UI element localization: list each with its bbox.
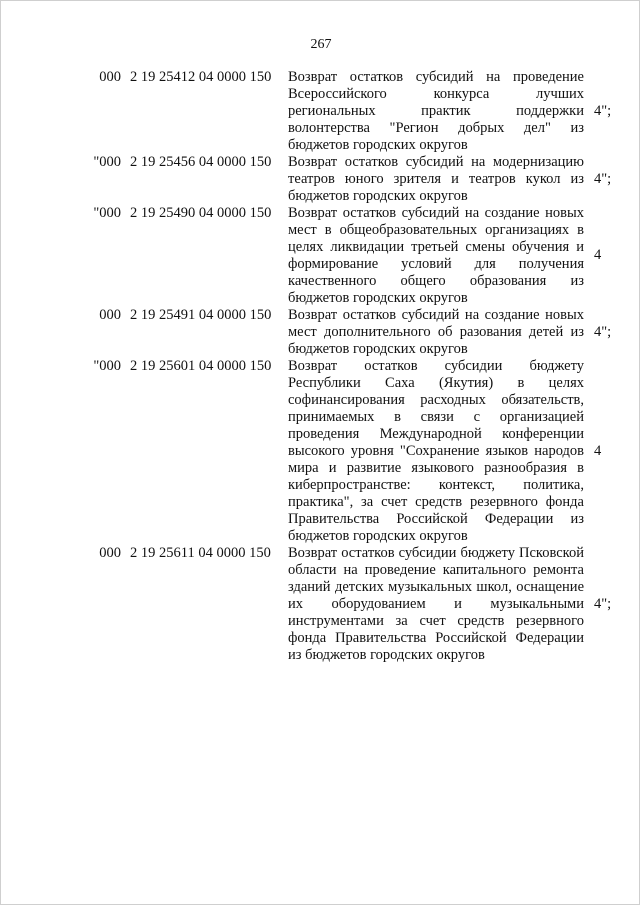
income-description: Возврат остатков субсидии бюджету Республики Саха (Якутия) в целях софинансирования расходных обязательств, принимаемых в связи с организацией проведения Международной конференции высокого уровня "Сохранение языков народов мира и развитие языкового разнообразия в киберпространстве: контекст, политика, практика", за счет средств резервного фонда Правительства Российской Федерации из бюджетов городских округов bbox=[288, 358, 584, 544]
row-tail-mark: 4"; bbox=[594, 324, 612, 340]
table-row bbox=[1, 154, 640, 205]
admin-code: 000 bbox=[99, 69, 121, 85]
budget-classification-code: 2 19 25491 04 0000 150 bbox=[130, 307, 272, 323]
row-tail-mark: 4 bbox=[594, 443, 602, 459]
page-number: 267 bbox=[310, 37, 332, 52]
budget-classification-code: 2 19 25456 04 0000 150 bbox=[130, 154, 272, 170]
row-tail-mark: 4"; bbox=[594, 596, 612, 612]
budget-code-table bbox=[1, 69, 640, 664]
table-row bbox=[1, 205, 640, 307]
table-row bbox=[1, 545, 640, 664]
budget-classification-code: 2 19 25601 04 0000 150 bbox=[130, 358, 272, 374]
table-row bbox=[1, 358, 640, 545]
admin-code: "000 bbox=[93, 205, 121, 221]
budget-classification-code: 2 19 25412 04 0000 150 bbox=[130, 69, 272, 85]
row-tail-mark: 4"; bbox=[594, 171, 612, 187]
income-description: Возврат остатков субсидий на создание новых мест в общеобразовательных организациях в целях ликвидации третьей смены обучения и формирование условий для получения качественного общего образования из бюджетов городских округов bbox=[288, 205, 584, 306]
row-tail-mark: 4 bbox=[594, 247, 602, 263]
admin-code: 000 bbox=[99, 545, 121, 561]
admin-code: 000 bbox=[99, 307, 121, 323]
table-row bbox=[1, 307, 640, 358]
admin-code: "000 bbox=[93, 154, 121, 170]
budget-classification-code: 2 19 25611 04 0000 150 bbox=[130, 545, 271, 561]
income-description: Возврат остатков субсидий на проведение Всероссийского конкурса лучших региональных практик поддержки волонтерства "Регион добрых дел" из бюджетов городских округов bbox=[288, 69, 584, 153]
budget-classification-code: 2 19 25490 04 0000 150 bbox=[130, 205, 272, 221]
table-row bbox=[1, 69, 640, 154]
income-description: Возврат остатков субсидий на модернизацию театров юного зрителя и театров кукол из бюджетов городских округов bbox=[288, 154, 584, 204]
row-tail-mark: 4"; bbox=[594, 103, 612, 119]
admin-code: "000 bbox=[93, 358, 121, 374]
income-description: Возврат остатков субсидии бюджету Псковской области на проведение капитального ремонта зданий детских музыкальных школ, оснащение их оборудованием и музыкальными инструментами за счет средств резервного фонда Правительства Российской Федерации из бюджетов городских округов bbox=[288, 545, 584, 663]
income-description: Возврат остатков субсидий на создание новых мест дополнительного об разования детей из бюджетов городских округов bbox=[288, 307, 584, 357]
